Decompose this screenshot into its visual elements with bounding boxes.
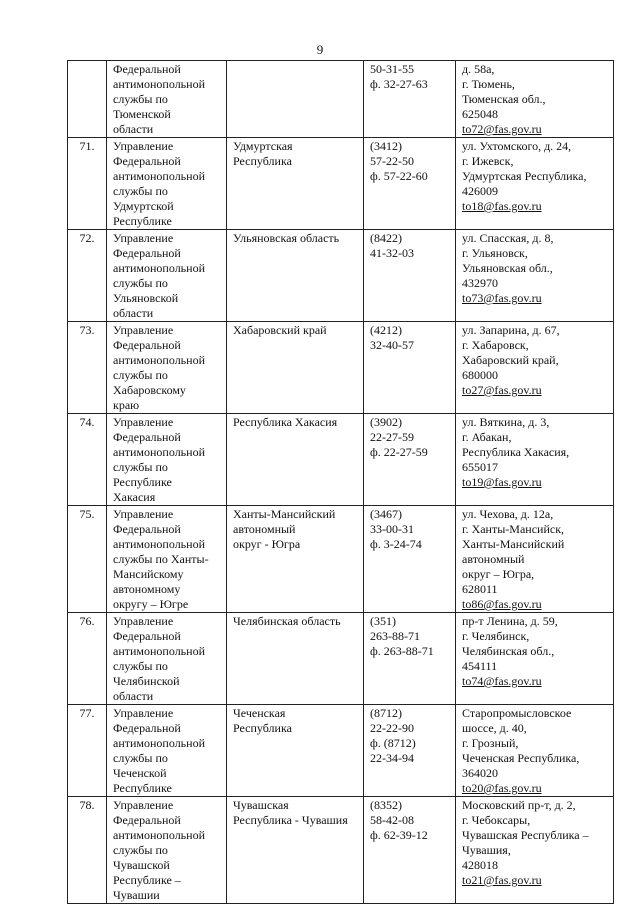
row-number: 77.: [68, 705, 107, 797]
row-number: 74.: [68, 414, 107, 506]
office-name: Управление Федеральной антимонопольной службы по Хабаровскому краю: [107, 322, 227, 414]
office-name: Управление Федеральной антимонопольной службы по Чувашской Республике – Чувашии: [107, 797, 227, 904]
table-row: [68, 138, 614, 230]
address-text: ул. Запарина, д. 67, г. Хабаровск, Хабаровский край, 680000: [462, 323, 560, 382]
page-number: 9: [316, 42, 324, 57]
region-name: Хабаровский край: [227, 322, 364, 414]
address-text: пр-т Ленина, д. 59, г. Челябинск, Челябинская обл., 454111: [462, 614, 558, 673]
row-number: 78.: [68, 797, 107, 904]
region-name: Чеченская Республика: [227, 705, 364, 797]
row-number: 76.: [68, 613, 107, 705]
row-number: 73.: [68, 322, 107, 414]
row-number: 72.: [68, 230, 107, 322]
email-link[interactable]: to19@fas.gov.ru: [462, 475, 542, 489]
address-text: ул. Вяткина, д. 3, г. Абакан, Республика Хакасия, 655017: [462, 415, 570, 474]
table-row: [68, 705, 614, 797]
region-name: Республика Хакасия: [227, 414, 364, 506]
phone-numbers: (8352) 58-42-08 ф. 62-39-12: [364, 797, 456, 904]
table-row: [68, 230, 614, 322]
email-link[interactable]: to18@fas.gov.ru: [462, 199, 542, 213]
office-name: Управление Федеральной антимонопольной службы по Удмуртской Республике: [107, 138, 227, 230]
address-cell: [456, 61, 614, 138]
phone-numbers: (3467) 33-00-31 ф. 3-24-74: [364, 506, 456, 613]
phone-numbers: (8422) 41-32-03: [364, 230, 456, 322]
address-cell: [456, 322, 614, 414]
address-cell: [456, 506, 614, 613]
phone-numbers: (3412) 57-22-50 ф. 57-22-60: [364, 138, 456, 230]
phone-numbers: (3902) 22-27-59 ф. 22-27-59: [364, 414, 456, 506]
email-link[interactable]: to74@fas.gov.ru: [462, 674, 542, 688]
address-cell: [456, 414, 614, 506]
office-name: Управление Федеральной антимонопольной службы по Республике Хакасия: [107, 414, 227, 506]
email-link[interactable]: to73@fas.gov.ru: [462, 291, 542, 305]
table-row: [68, 613, 614, 705]
region-name: Чувашская Республика - Чувашия: [227, 797, 364, 904]
office-name: Управление Федеральной антимонопольной службы по Ханты- Мансийскому автономному округу – Югре: [107, 506, 227, 613]
region-name: Ульяновская область: [227, 230, 364, 322]
email-link[interactable]: to27@fas.gov.ru: [462, 383, 542, 397]
address-cell: [456, 230, 614, 322]
address-cell: [456, 613, 614, 705]
address-text: ул. Чехова, д. 12а, г. Ханты-Мансийск, Ханты-Мансийский автономный округ – Югра, 628011: [462, 507, 565, 596]
table-row: [68, 414, 614, 506]
table-row: [68, 506, 614, 613]
phone-numbers: (4212) 32-40-57: [364, 322, 456, 414]
region-name: Удмуртская Республика: [227, 138, 364, 230]
address-text: ул. Ухтомского, д. 24, г. Ижевск, Удмуртская Республика, 426009: [462, 139, 587, 198]
row-number: 75.: [68, 506, 107, 613]
phone-numbers: (351) 263-88-71 ф. 263-88-71: [364, 613, 456, 705]
address-text: Старопромысловское шоссе, д. 40, г. Грозный, Чеченская Республика, 364020: [462, 706, 580, 780]
phone-numbers: (8712) 22-22-90 ф. (8712) 22-34-94: [364, 705, 456, 797]
region-name: Ханты-Мансийский автономный округ - Югра: [227, 506, 364, 613]
office-name: Управление Федеральной антимонопольной службы по Челябинской области: [107, 613, 227, 705]
contacts-table: [67, 60, 614, 904]
table-row: [68, 322, 614, 414]
address-cell: [456, 797, 614, 904]
phone-numbers: 50-31-55 ф. 32-27-63: [364, 61, 456, 138]
region-name: [227, 61, 364, 138]
email-link[interactable]: to72@fas.gov.ru: [462, 122, 542, 136]
address-text: ул. Спасская, д. 8, г. Ульяновск, Ульяновская обл., 432970: [462, 231, 554, 290]
region-name: Челябинская область: [227, 613, 364, 705]
email-link[interactable]: to20@fas.gov.ru: [462, 781, 542, 795]
email-link[interactable]: to86@fas.gov.ru: [462, 597, 542, 611]
office-name: Федеральной антимонопольной службы по Тюменской области: [107, 61, 227, 138]
table-row: [68, 61, 614, 138]
address-text: д. 58а, г. Тюмень, Тюменская обл., 625048: [462, 62, 546, 121]
email-link[interactable]: to21@fas.gov.ru: [462, 873, 542, 887]
address-text: Московский пр-т, д. 2, г. Чебоксары, Чувашская Республика – Чувашия, 428018: [462, 798, 589, 872]
row-number: 71.: [68, 138, 107, 230]
office-name: Управление Федеральной антимонопольной службы по Чеченской Республике: [107, 705, 227, 797]
address-cell: [456, 705, 614, 797]
office-name: Управление Федеральной антимонопольной службы по Ульяновской области: [107, 230, 227, 322]
table-row: [68, 797, 614, 904]
address-cell: [456, 138, 614, 230]
row-number: [68, 61, 107, 138]
